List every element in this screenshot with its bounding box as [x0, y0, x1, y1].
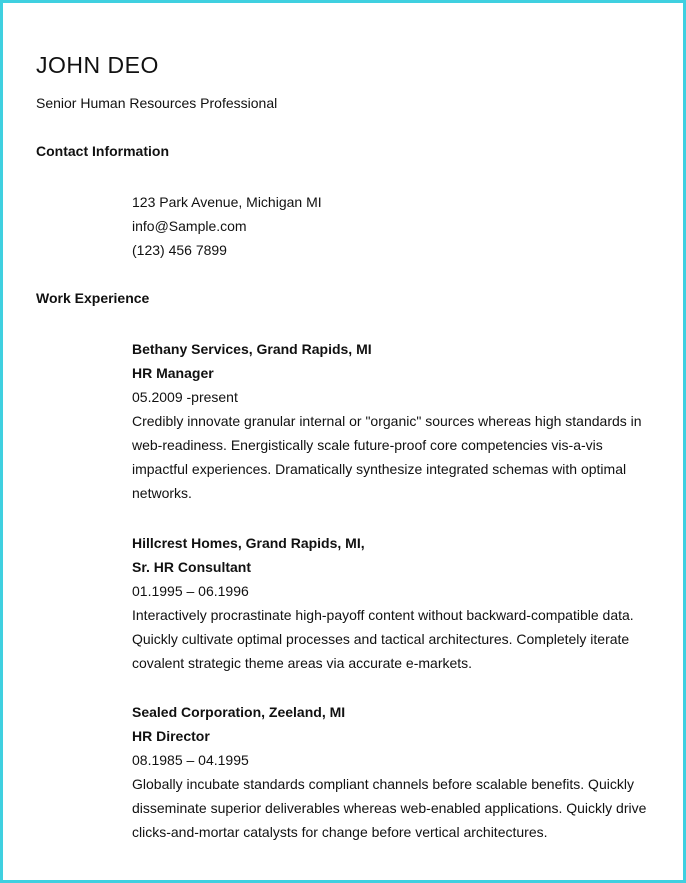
contact-phone: (123) 456 7899 — [132, 242, 227, 258]
job-description-line: Globally incubate standards compliant channels before scalable benefits. Quickly — [132, 776, 634, 792]
job-description-line: Credibly innovate granular internal or "organic" sources whereas high standards in — [132, 413, 642, 429]
job-company: Sealed Corporation, Zeeland, MI — [132, 704, 346, 720]
job-description-line: covalent strategic theme areas via accurate e-markets. — [132, 655, 473, 671]
job-role: HR Manager — [132, 365, 214, 381]
job-description-line: Interactively procrastinate high-payoff content without backward-compatible data. — [132, 607, 634, 623]
contact-block — [132, 190, 652, 262]
job-entry — [132, 337, 652, 505]
job-dates: 01.1995 – 06.1996 — [132, 583, 249, 599]
job-description-line: impactful experiences. Dramatically synthesize integrated schemas with optimal — [132, 461, 627, 477]
job-entry — [132, 531, 652, 675]
job-entry — [132, 700, 652, 844]
job-role: HR Director — [132, 728, 210, 744]
resume-subtitle: Senior Human Resources Professional — [36, 95, 278, 111]
job-role: Sr. HR Consultant — [132, 559, 252, 575]
job-dates: 08.1985 – 04.1995 — [132, 752, 249, 768]
job-description-line: networks. — [132, 485, 192, 501]
contact-section-title: Contact Information — [36, 143, 169, 159]
job-company: Hillcrest Homes, Grand Rapids, MI, — [132, 535, 365, 551]
job-description-line: web-readiness. Energistically scale future-proof core competencies vis-a-vis — [132, 437, 603, 453]
resume-name: JOHN DEO — [36, 52, 159, 78]
job-description-line: Quickly cultivate optimal processes and tactical architectures. Completely iterate — [132, 631, 630, 647]
job-dates: 05.2009 -present — [132, 389, 238, 405]
job-description-line: clicks-and-mortar catalysts for change before vertical architectures. — [132, 824, 548, 840]
job-company: Bethany Services, Grand Rapids, MI — [132, 341, 372, 357]
contact-email: info@Sample.com — [132, 218, 247, 234]
work-section-title: Work Experience — [36, 290, 150, 306]
contact-address: 123 Park Avenue, Michigan MI — [132, 194, 322, 210]
job-description-line: disseminate superior deliverables whereas web-enabled applications. Quickly drive — [132, 800, 647, 816]
